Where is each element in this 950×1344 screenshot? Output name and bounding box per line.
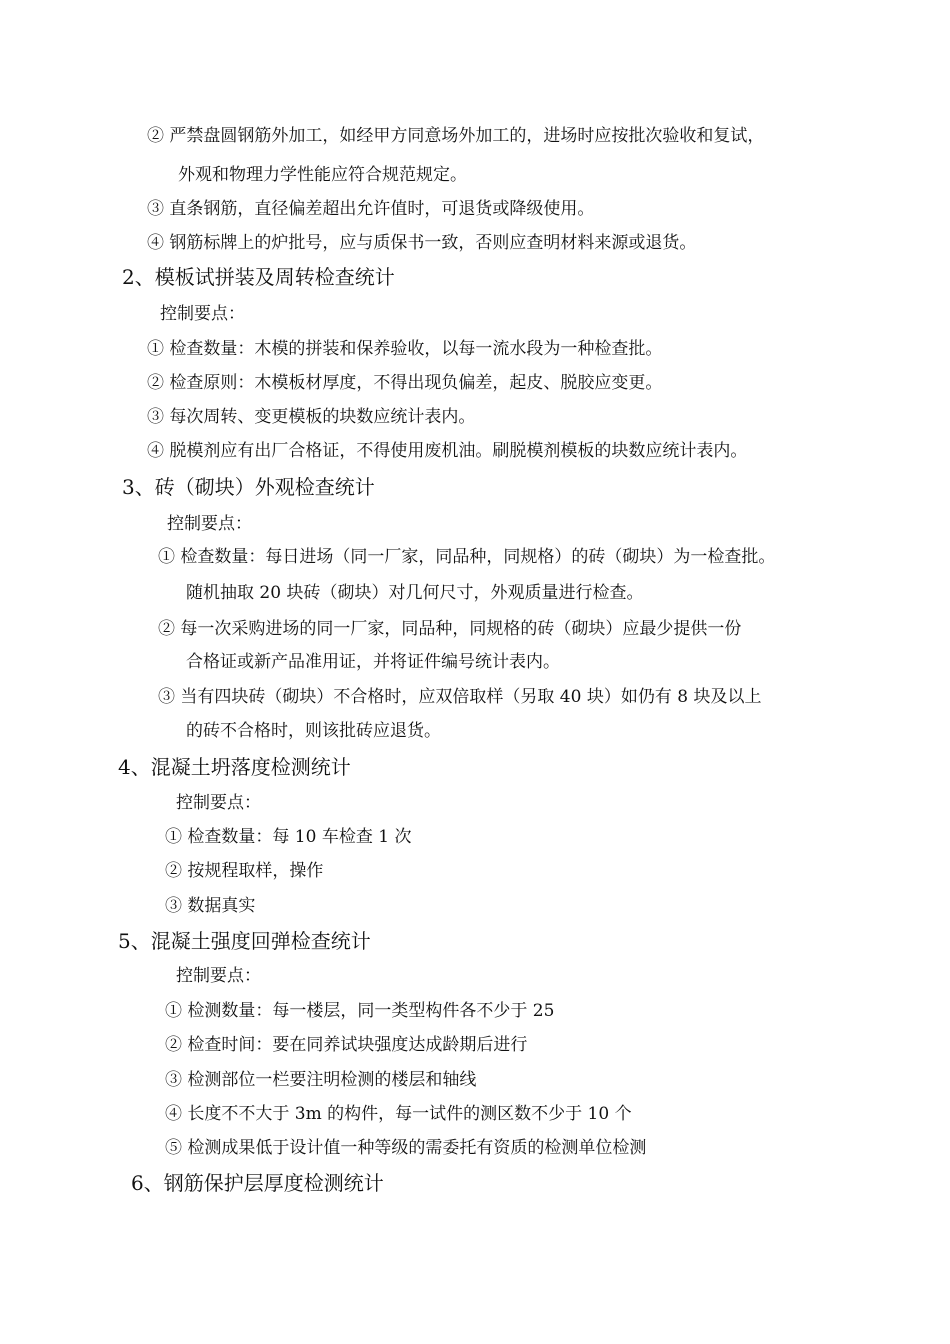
paragraph-line: ① 检查数量：每日进场（同一厂家，同品种，同规格）的砖（砌块）为一检查批。 [158, 547, 776, 567]
paragraph-line: ④ 长度不不大于 3m 的构件，每一试件的测区数不少于 10 个 [165, 1104, 632, 1124]
paragraph-line: ② 严禁盘圆钢筋外加工，如经甲方同意场外加工的，进场时应按批次验收和复试， [147, 126, 765, 146]
section-heading: 5、混凝土强度回弹检查统计 [118, 929, 371, 953]
paragraph-line: ③ 数据真实 [165, 896, 256, 916]
paragraph-line: ① 检测数量：每一楼层，同一类型构件各不少于 25 [165, 1001, 555, 1021]
paragraph-line: ① 检查数量：每 10 车检查 1 次 [165, 827, 412, 847]
paragraph-line: ② 检查原则：木模板材厚度，不得出现负偏差，起皮、脱胶应变更。 [147, 373, 663, 393]
paragraph-line: ② 每一次采购进场的同一厂家，同品种，同规格的砖（砌块）应最少提供一份 [158, 619, 742, 639]
section-heading: 6、钢筋保护层厚度检测统计 [131, 1171, 384, 1195]
paragraph-line: 控制要点： [167, 514, 252, 534]
paragraph-line: ⑤ 检测成果低于设计值一种等级的需委托有资质的检测单位检测 [165, 1138, 647, 1158]
paragraph-line: ② 检查时间：要在同养试块强度达成龄期后进行 [165, 1035, 528, 1055]
section-heading: 4、混凝土坍落度检测统计 [118, 755, 351, 779]
section-heading: 2、模板试拼装及周转检查统计 [122, 265, 395, 289]
paragraph-line: ② 按规程取样，操作 [165, 861, 324, 881]
paragraph-line: ③ 当有四块砖（砌块）不合格时，应双倍取样（另取 40 块）如仍有 8 块及以上 [158, 687, 762, 707]
paragraph-line: ③ 直条钢筋，直径偏差超出允许值时，可退货或降级使用。 [147, 199, 595, 219]
paragraph-line: 控制要点： [160, 304, 245, 324]
paragraph-line: 的砖不合格时，则该批砖应退货。 [186, 721, 441, 741]
paragraph-line: ③ 每次周转、变更模板的块数应统计表内。 [147, 407, 476, 427]
paragraph-line: 控制要点： [176, 793, 261, 813]
paragraph-line: 外观和物理力学性能应符合规范规定。 [178, 165, 467, 185]
paragraph-line: 控制要点： [176, 966, 261, 986]
paragraph-line: ③ 检测部位一栏要注明检测的楼层和轴线 [165, 1070, 477, 1090]
paragraph-line: 随机抽取 20 块砖（砌块）对几何尺寸，外观质量进行检查。 [186, 583, 644, 603]
paragraph-line: ④ 钢筋标牌上的炉批号，应与质保书一致，否则应查明材料来源或退货。 [147, 233, 697, 253]
paragraph-line: ① 检查数量：木模的拼装和保养验收，以每一流水段为一种检查批。 [147, 339, 663, 359]
paragraph-line: ④ 脱模剂应有出厂合格证，不得使用废机油。刷脱模剂模板的块数应统计表内。 [147, 441, 748, 461]
paragraph-line: 合格证或新产品准用证，并将证件编号统计表内。 [186, 652, 560, 672]
section-heading: 3、砖（砌块）外观检查统计 [122, 475, 375, 499]
